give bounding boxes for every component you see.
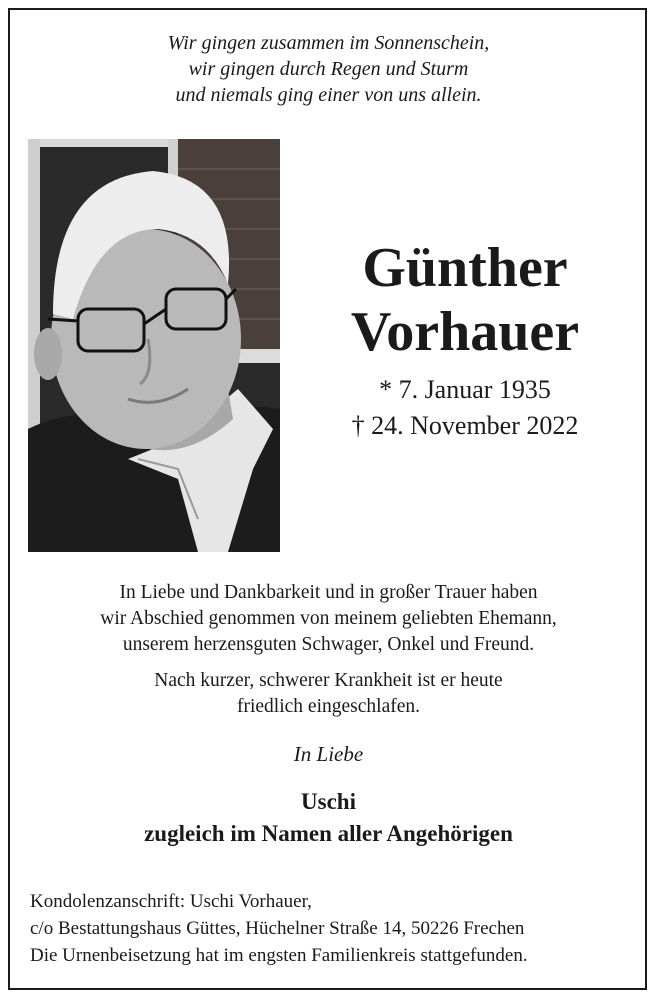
poem-line: und niemals ging einer von uns allein. xyxy=(175,84,482,106)
poem xyxy=(0,30,657,108)
poem-line: Wir gingen zusammen im Sonnenschein, xyxy=(167,32,490,54)
portrait-photo xyxy=(28,139,280,552)
deceased-name xyxy=(300,236,630,364)
message-line: unserem herzensguten Schwager, Onkel und Freund. xyxy=(122,634,535,655)
birth-date: * 7. Januar 1935 xyxy=(379,375,551,404)
message-line: friedlich eingeschlafen. xyxy=(237,696,420,717)
message-line: wir Abschied genommen von meinem geliebten Ehemann, xyxy=(100,608,557,629)
poem-line: wir gingen durch Regen und Sturm xyxy=(188,58,469,80)
first-name: Günther xyxy=(362,237,568,299)
contact-info xyxy=(30,888,640,969)
life-dates xyxy=(300,372,630,444)
message-line: In Liebe und Dankbarkeit und in großer Trauer haben xyxy=(119,582,538,603)
last-name: Vorhauer xyxy=(350,301,580,363)
message-line: Nach kurzer, schwerer Krankheit ist er heute xyxy=(154,670,503,691)
signature-block xyxy=(0,786,657,850)
condolence-address-label: Kondolenzanschrift: Uschi Vorhauer, xyxy=(30,891,312,912)
portrait-illustration xyxy=(28,139,280,552)
on-behalf-line: zugleich im Namen aller Angehörigen xyxy=(144,821,513,846)
funeral-home-address: c/o Bestattungshaus Güttes, Hüchelner Straße 14, 50226 Frechen xyxy=(30,918,525,939)
death-date: † 24. November 2022 xyxy=(351,411,579,440)
message-paragraph-1 xyxy=(0,580,657,658)
in-love-line: In Liebe xyxy=(293,742,364,766)
message-paragraph-2 xyxy=(0,668,657,720)
burial-note: Die Urnenbeisetzung hat im engsten Familienkreis stattgefunden. xyxy=(30,945,528,966)
signer-name: Uschi xyxy=(301,789,356,814)
